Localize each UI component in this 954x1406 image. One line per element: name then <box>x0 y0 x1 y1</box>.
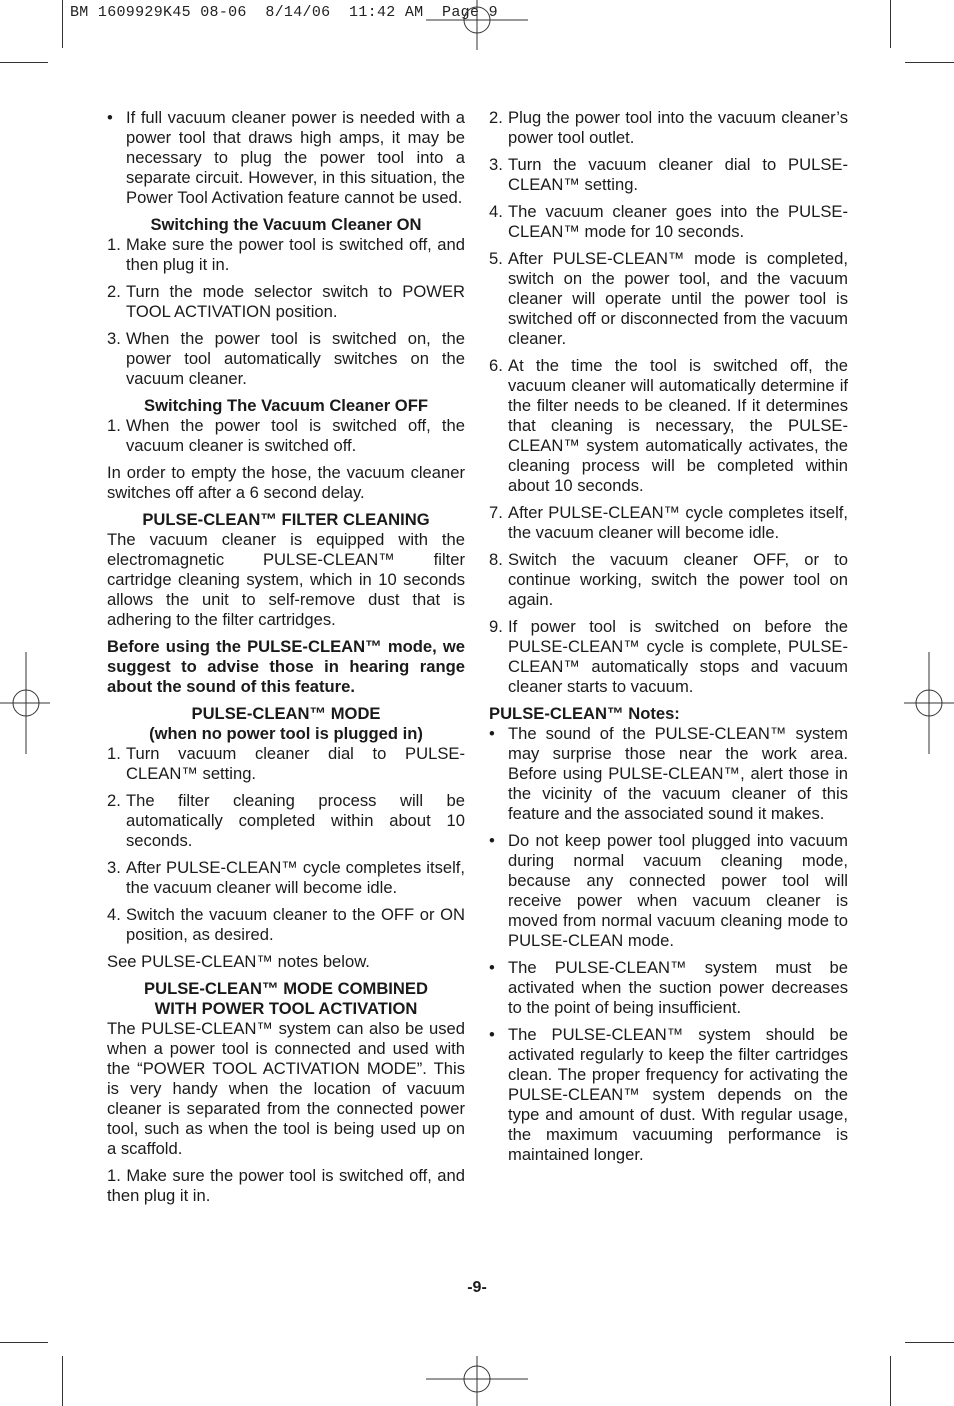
bullet-marker: • <box>107 108 113 127</box>
heading-combined-line1: PULSE-CLEAN™ MODE COMBINED <box>144 979 428 998</box>
on-step-1 <box>107 235 465 275</box>
step-number: 5. <box>489 249 503 268</box>
filter-paragraph: The vacuum cleaner is equipped with the electromagnetic PULSE-CLEAN™ filter cartridge cleaning system, which in 10 seconds allows the unit to self-remove dust that is adhering to the filter cartridges. <box>107 530 465 629</box>
intro-bullet <box>107 108 465 208</box>
on-step-3 <box>107 329 465 389</box>
mode-step-2 <box>107 791 465 851</box>
bullet-marker: • <box>489 1025 495 1044</box>
registration-mark-top-icon <box>426 0 528 50</box>
heading-mode-line2: (when no power tool is plugged in) <box>149 724 423 743</box>
combined-step-5 <box>489 249 848 349</box>
combined-step-2 <box>489 108 848 148</box>
step-number: 6. <box>489 356 503 375</box>
step-text: Plug the power tool into the vacuum cleaner’s power tool outlet. <box>508 108 848 147</box>
step-number: 3. <box>107 329 121 348</box>
heading-filter-cleaning: PULSE-CLEAN™ FILTER CLEANING <box>142 510 430 529</box>
step-text: Turn the mode selector switch to POWER TOOL ACTIVATION position. <box>126 282 465 321</box>
step-number: 7. <box>489 503 503 522</box>
heading-notes: PULSE-CLEAN™ Notes: <box>489 704 680 723</box>
step-number: 1. <box>107 235 121 254</box>
combined-step-7 <box>489 503 848 543</box>
step-number: 3. <box>489 155 503 174</box>
on-step-2 <box>107 282 465 322</box>
step-number: 8. <box>489 550 503 569</box>
step-number: 1. <box>107 744 121 763</box>
note-text: The PULSE-CLEAN™ system must be activated when the suction power decreases to the point of being insufficient. <box>508 958 848 1017</box>
step-text: At the time the tool is switched off, the vacuum cleaner will automatically determine if the filter needs to be cleaned. If it determines that cleaning is necessary, the PULSE-CLEAN™ system automatically activates, the cleaning process will be completed within about 10 seconds. <box>508 356 848 495</box>
crop-mark-top-left-h <box>0 62 48 63</box>
step-number: 3. <box>107 858 121 877</box>
combined-step-3 <box>489 155 848 195</box>
step-text: Switch the vacuum cleaner to the OFF or ON position, as desired. <box>126 905 465 944</box>
note-text: Do not keep power tool plugged into vacuum during normal vacuum cleaning mode, because any connected power tool will receive power when vacuum cleaner is moved from normal vacuum cleaning mode to PULSE-CLEAN mode. <box>508 831 848 950</box>
mode-step-1 <box>107 744 465 784</box>
mode-step-4 <box>107 905 465 945</box>
step-text: If power tool is switched on before the PULSE-CLEAN™ cycle is complete, PULSE-CLEAN™ automatically stops and vacuum cleaner starts to vacuum. <box>508 617 848 696</box>
heading-switching-off: Switching The Vacuum Cleaner OFF <box>144 396 428 415</box>
note-text: The PULSE-CLEAN™ system should be activated regularly to keep the filter cartridges clean. The proper frequency for activating the PULSE-CLEAN™ system depends on the type and amount of dust. With regular usage, the maximum vacuuming performance is maintained longer. <box>508 1025 848 1164</box>
note-text: The sound of the PULSE-CLEAN™ system may surprise those near the work area. Before using PULSE-CLEAN™, alert those in the vicinity of the vacuum cleaner of this feature and the associated sound it makes. <box>508 724 848 823</box>
step-number: 9. <box>489 617 503 636</box>
off-step-1 <box>107 416 465 456</box>
step-text: After PULSE-CLEAN™ cycle completes itself, the vacuum cleaner will become idle. <box>126 858 465 897</box>
step-text: After PULSE-CLEAN™ cycle completes itself, the vacuum cleaner will become idle. <box>508 503 848 542</box>
step-text: The filter cleaning process will be automatically completed within about 10 seconds. <box>126 791 465 850</box>
mode-step-3 <box>107 858 465 898</box>
step-text: Make sure the power tool is switched off, and then plug it in. <box>126 235 465 274</box>
step-text: Switch the vacuum cleaner OFF, or to continue working, switch the power tool on again. <box>508 550 848 609</box>
step-text: When the power tool is switched on, the power tool automatically switches on the vacuum cleaner. <box>126 329 465 388</box>
heading-switching-on: Switching the Vacuum Cleaner ON <box>150 215 422 234</box>
combined-paragraph: The PULSE-CLEAN™ system can also be used when a power tool is connected and used with the “POWER TOOL ACTIVATION MODE”. This is very handy when the location of vacuum cleaner is separated from the connected power tool, such as when the tool is being used up on a scaffold. <box>107 1019 465 1158</box>
left-column <box>107 108 465 1213</box>
crop-mark-bottom-right-h <box>905 1342 954 1343</box>
crop-mark-bottom-right-v <box>890 1356 891 1406</box>
step-text: After PULSE-CLEAN™ mode is completed, switch on the power tool, and the vacuum cleaner will operate until the power tool is switched off or disconnected from the vacuum cleaner. <box>508 249 848 348</box>
registration-mark-right-icon <box>904 652 954 754</box>
off-paragraph: In order to empty the hose, the vacuum cleaner switches off after a 6 second delay. <box>107 463 465 502</box>
crop-mark-top-right-h <box>905 62 954 63</box>
registration-mark-bottom-icon <box>426 1356 528 1406</box>
combined-step-1: 1. Make sure the power tool is switched off, and then plug it in. <box>107 1166 465 1205</box>
crop-mark-bottom-left-v <box>62 1356 63 1406</box>
combined-step-9 <box>489 617 848 697</box>
step-number: 4. <box>107 905 121 924</box>
crop-mark-top-right-v <box>890 0 891 48</box>
step-number: 2. <box>107 791 121 810</box>
bullet-marker: • <box>489 958 495 977</box>
see-notes-text: See PULSE-CLEAN™ notes below. <box>107 952 370 971</box>
heading-mode-line1: PULSE-CLEAN™ MODE <box>191 704 381 723</box>
note-4 <box>489 1025 848 1165</box>
bullet-marker: • <box>489 724 495 743</box>
combined-step-6 <box>489 356 848 496</box>
note-3 <box>489 958 848 1018</box>
step-text: The vacuum cleaner goes into the PULSE-CLEAN™ mode for 10 seconds. <box>508 202 848 241</box>
heading-combined-line2: WITH POWER TOOL ACTIVATION <box>154 999 418 1018</box>
warning-paragraph: Before using the PULSE-CLEAN™ mode, we suggest to advise those in hearing range about the sound of this feature. <box>107 637 465 696</box>
step-number: 2. <box>107 282 121 301</box>
step-text: Turn the vacuum cleaner dial to PULSE-CLEAN™ setting. <box>508 155 848 194</box>
print-slug: BM 1609929K45 08-06 8/14/06 11:42 AM Page 9 <box>70 4 498 21</box>
right-column <box>489 108 848 1172</box>
note-1 <box>489 724 848 824</box>
step-number: 2. <box>489 108 503 127</box>
crop-mark-top-left-v <box>62 0 63 48</box>
step-text: When the power tool is switched off, the vacuum cleaner is switched off. <box>126 416 465 455</box>
step-text: Turn vacuum cleaner dial to PULSE-CLEAN™ setting. <box>126 744 465 783</box>
crop-mark-bottom-left-h <box>0 1342 48 1343</box>
step-number: 4. <box>489 202 503 221</box>
combined-step-8 <box>489 550 848 610</box>
bullet-marker: • <box>489 831 495 850</box>
note-2 <box>489 831 848 951</box>
combined-step-4 <box>489 202 848 242</box>
step-number: 1. <box>107 416 121 435</box>
page-number: -9- <box>467 1279 487 1296</box>
intro-bullet-text: If full vacuum cleaner power is needed with a power tool that draws high amps, it may be necessary to plug the power tool into a separate circuit. However, in this situation, the Power Tool Activation feature cannot be used. <box>126 108 465 207</box>
registration-mark-left-icon <box>0 652 50 754</box>
